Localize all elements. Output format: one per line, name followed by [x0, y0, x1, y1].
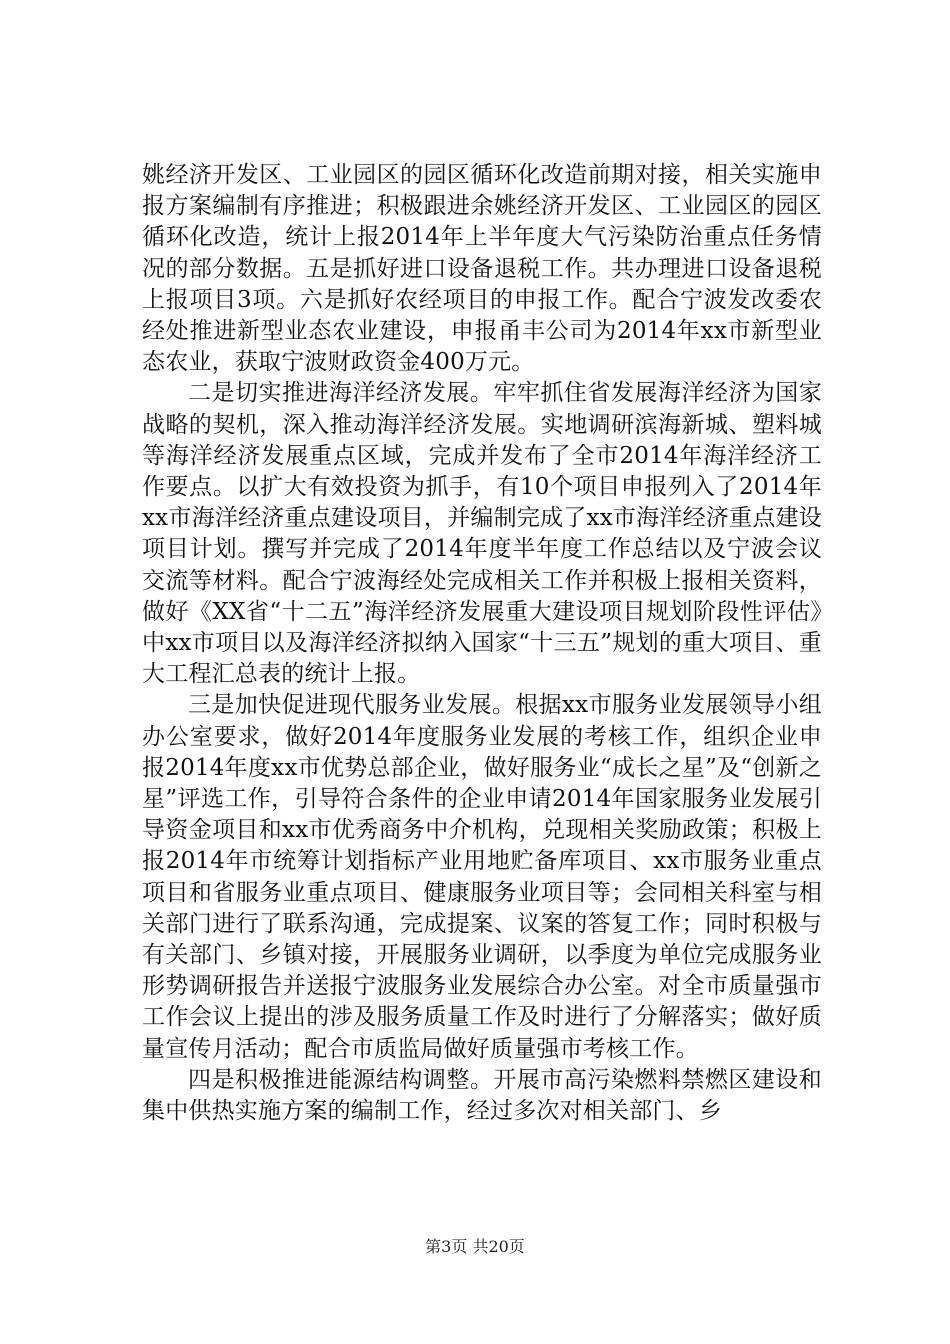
paragraph-service-industry: 三是加快促进现代服务业发展。根据xx市服务业发展领导小组办公室要求，做好2014年度服务业发展的考核工作，组织企业申报2014年度xx市优势总部企业，做好服务业“成长之星”及“创新之星”评选工作，引导符合条件的企业申请2014年国家服务业发展引导资金项目和xx市优秀商务中介机构，兑现相关奖励政策；积极上报2014年市统筹计划指标产业用地贮备库项目、xx市服务业重点项目和省服务业重点项目、健康服务业项目等；会同相关科室与相关部门进行了联系沟通，完成提案、议案的答复工作；同时积极与有关部门、乡镇对接，开展服务业调研，以季度为单位完成服务业形势调研报告并送报宁波服务业发展综合办公室。对全市质量强市工作会议上提出的涉及服务质量工作及时进行了分解落实；做好质量宣传月活动；配合市质监局做好质量强市考核工作。 — [142, 692, 822, 1062]
paragraph-continued: 姚经济开发区、工业园区的园区循环化改造前期对接，相关实施申报方案编制有序推进；积极跟进余姚经济开发区、工业园区的园区循环化改造，统计上报2014年上半年度大气污染防治重点任务情况的部分数据。五是抓好进口设备退税工作。共办理进口设备退税上报项目3项。六是抓好农经项目的申报工作。配合宁波发改委农经处推进新型业态农业建设，申报甬丰公司为2014年xx市新型业态农业，获取宁波财政资金400万元。 — [142, 162, 822, 376]
document-body — [142, 160, 822, 1127]
page-footer: 第3页 共20页 — [425, 1237, 525, 1256]
paragraph-marine-economy: 二是切实推进海洋经济发展。牢牢抓住省发展海洋经济为国家战略的契机，深入推动海洋经济发展。实地调研滨海新城、塑料城等海洋经济发展重点区域，完成并发布了全市2014年海洋经济工作要点。以扩大有效投资为抓手，有10个项目申报列入了2014年xx市海洋经济重点建设项目，并编制完成了xx市海洋经济重点建设项目计划。撰写并完成了2014年度半年度工作总结以及宁波会议交流等材料。配合宁波海经处完成相关工作并积极上报相关资料，做好《XX省“十二五”海洋经济发展重大建设项目规划阶段性评估》中xx市项目以及海洋经济拟纳入国家“十三五”规划的重大项目、重大工程汇总表的统计上报。 — [142, 380, 822, 688]
paragraph-energy-structure: 四是积极推进能源结构调整。开展市高污染燃料禁燃区建设和集中供热实施方案的编制工作，经过多次对相关部门、乡 — [142, 1066, 822, 1125]
